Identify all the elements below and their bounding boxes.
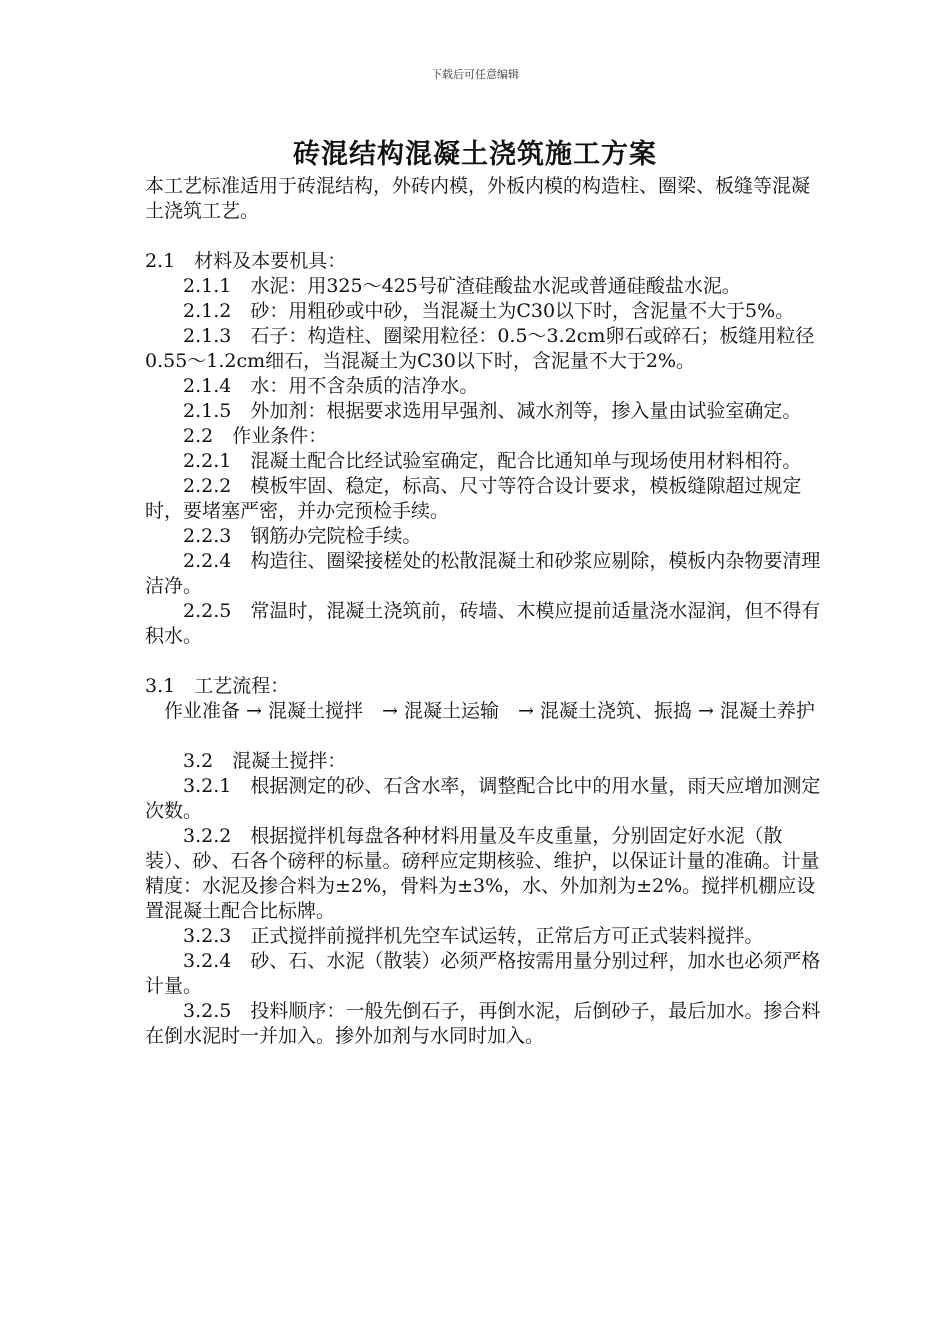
- document-title: 砖混结构混凝土浇筑施工方案: [293, 139, 657, 170]
- paragraph: 2.2.2 模板牢固、稳定，标高、尺寸等符合设计要求，模板缝隙超过规定时，要堵塞严密，并办完预检手续。: [145, 475, 802, 522]
- paragraph: 2.1 材料及本要机具：: [145, 250, 347, 272]
- header-note: 下载后可任意编辑: [431, 68, 519, 81]
- paragraph: 2.2 作业条件：: [145, 425, 328, 447]
- paragraph: 2.1.1 水泥：用325～425号矿渣硅酸盐水泥或普通硅酸盐水泥。: [145, 275, 741, 297]
- document-body: [145, 174, 825, 1049]
- spacer: [145, 649, 825, 674]
- paragraph: 2.2.5 常温时，混凝土浇筑前，砖墙、木模应提前适量浇水湿润，但不得有积水。: [145, 600, 821, 647]
- paragraph: 3.1 工艺流程：: [145, 675, 290, 697]
- spacer: [145, 724, 825, 749]
- paragraph: 2.1.3 石子：构造柱、圈梁用粒径：0.5～3.2cm卵石或碎石；板缝用粒径0.55～1.2cm细石，当混凝土为C30以下时，含泥量不大于2%。: [145, 325, 815, 372]
- paragraph: 2.2.3 钢筋办完院检手续。: [145, 525, 422, 547]
- paragraph: 3.2 混凝土搅拌：: [145, 750, 347, 772]
- paragraph: 2.1.4 水：用不含杂质的洁净水。: [145, 375, 479, 397]
- spacer: [145, 224, 825, 249]
- paragraph: 本工艺标准适用于砖混结构，外砖内模，外板内模的构造柱、圈梁、板缝等混凝土浇筑工艺。: [145, 175, 811, 222]
- paragraph: 2.1.2 砂：用粗砂或中砂，当混凝土为C30以下时，含泥量不大于5%。: [145, 300, 795, 322]
- paragraph: 2.2.4 构造往、圈梁接槎处的松散混凝土和砂浆应剔除，模板内杂物要清理洁净。: [145, 550, 821, 597]
- paragraph: 2.2.1 混凝土配合比经试验室确定，配合比通知单与现场使用材料相符。: [145, 450, 802, 472]
- paragraph: 3.2.3 正式搅拌前搅拌机先空车试运转，正常后方可正式装料搅拌。: [145, 925, 764, 947]
- paragraph: 2.1.5 外加剂：根据要求选用早强剂、减水剂等，掺入量由试验室确定。: [145, 400, 802, 422]
- paragraph: 3.2.2 根据搅拌机每盘各种材料用量及车皮重量，分别固定好水泥（散装）、砂、石各个磅秤的标量。磅秤应定期核验、维护，以保证计量的准确。计量精度：水泥及掺合料为±2%，骨料为±3%，水、外加剂为±2%。搅拌机棚应设置混凝土配合比标牌。: [145, 825, 820, 922]
- paragraph: 3.2.1 根据测定的砂、石含水率，调整配合比中的用水量，雨天应增加测定次数。: [145, 775, 821, 822]
- paragraph: 3.2.4 砂、石、水泥（散装）必须严格按需用量分别过秤，加水也必须严格计量。: [145, 950, 821, 997]
- paragraph: 3.2.5 投料顺序：一般先倒石子，再倒水泥，后倒砂子，最后加水。掺合料在倒水泥时一并加入。掺外加剂与水同时加入。: [145, 1000, 821, 1047]
- paragraph: 作业准备 → 混凝土搅拌 → 混凝土运输 → 混凝土浇筑、振捣 → 混凝土养护: [145, 700, 815, 722]
